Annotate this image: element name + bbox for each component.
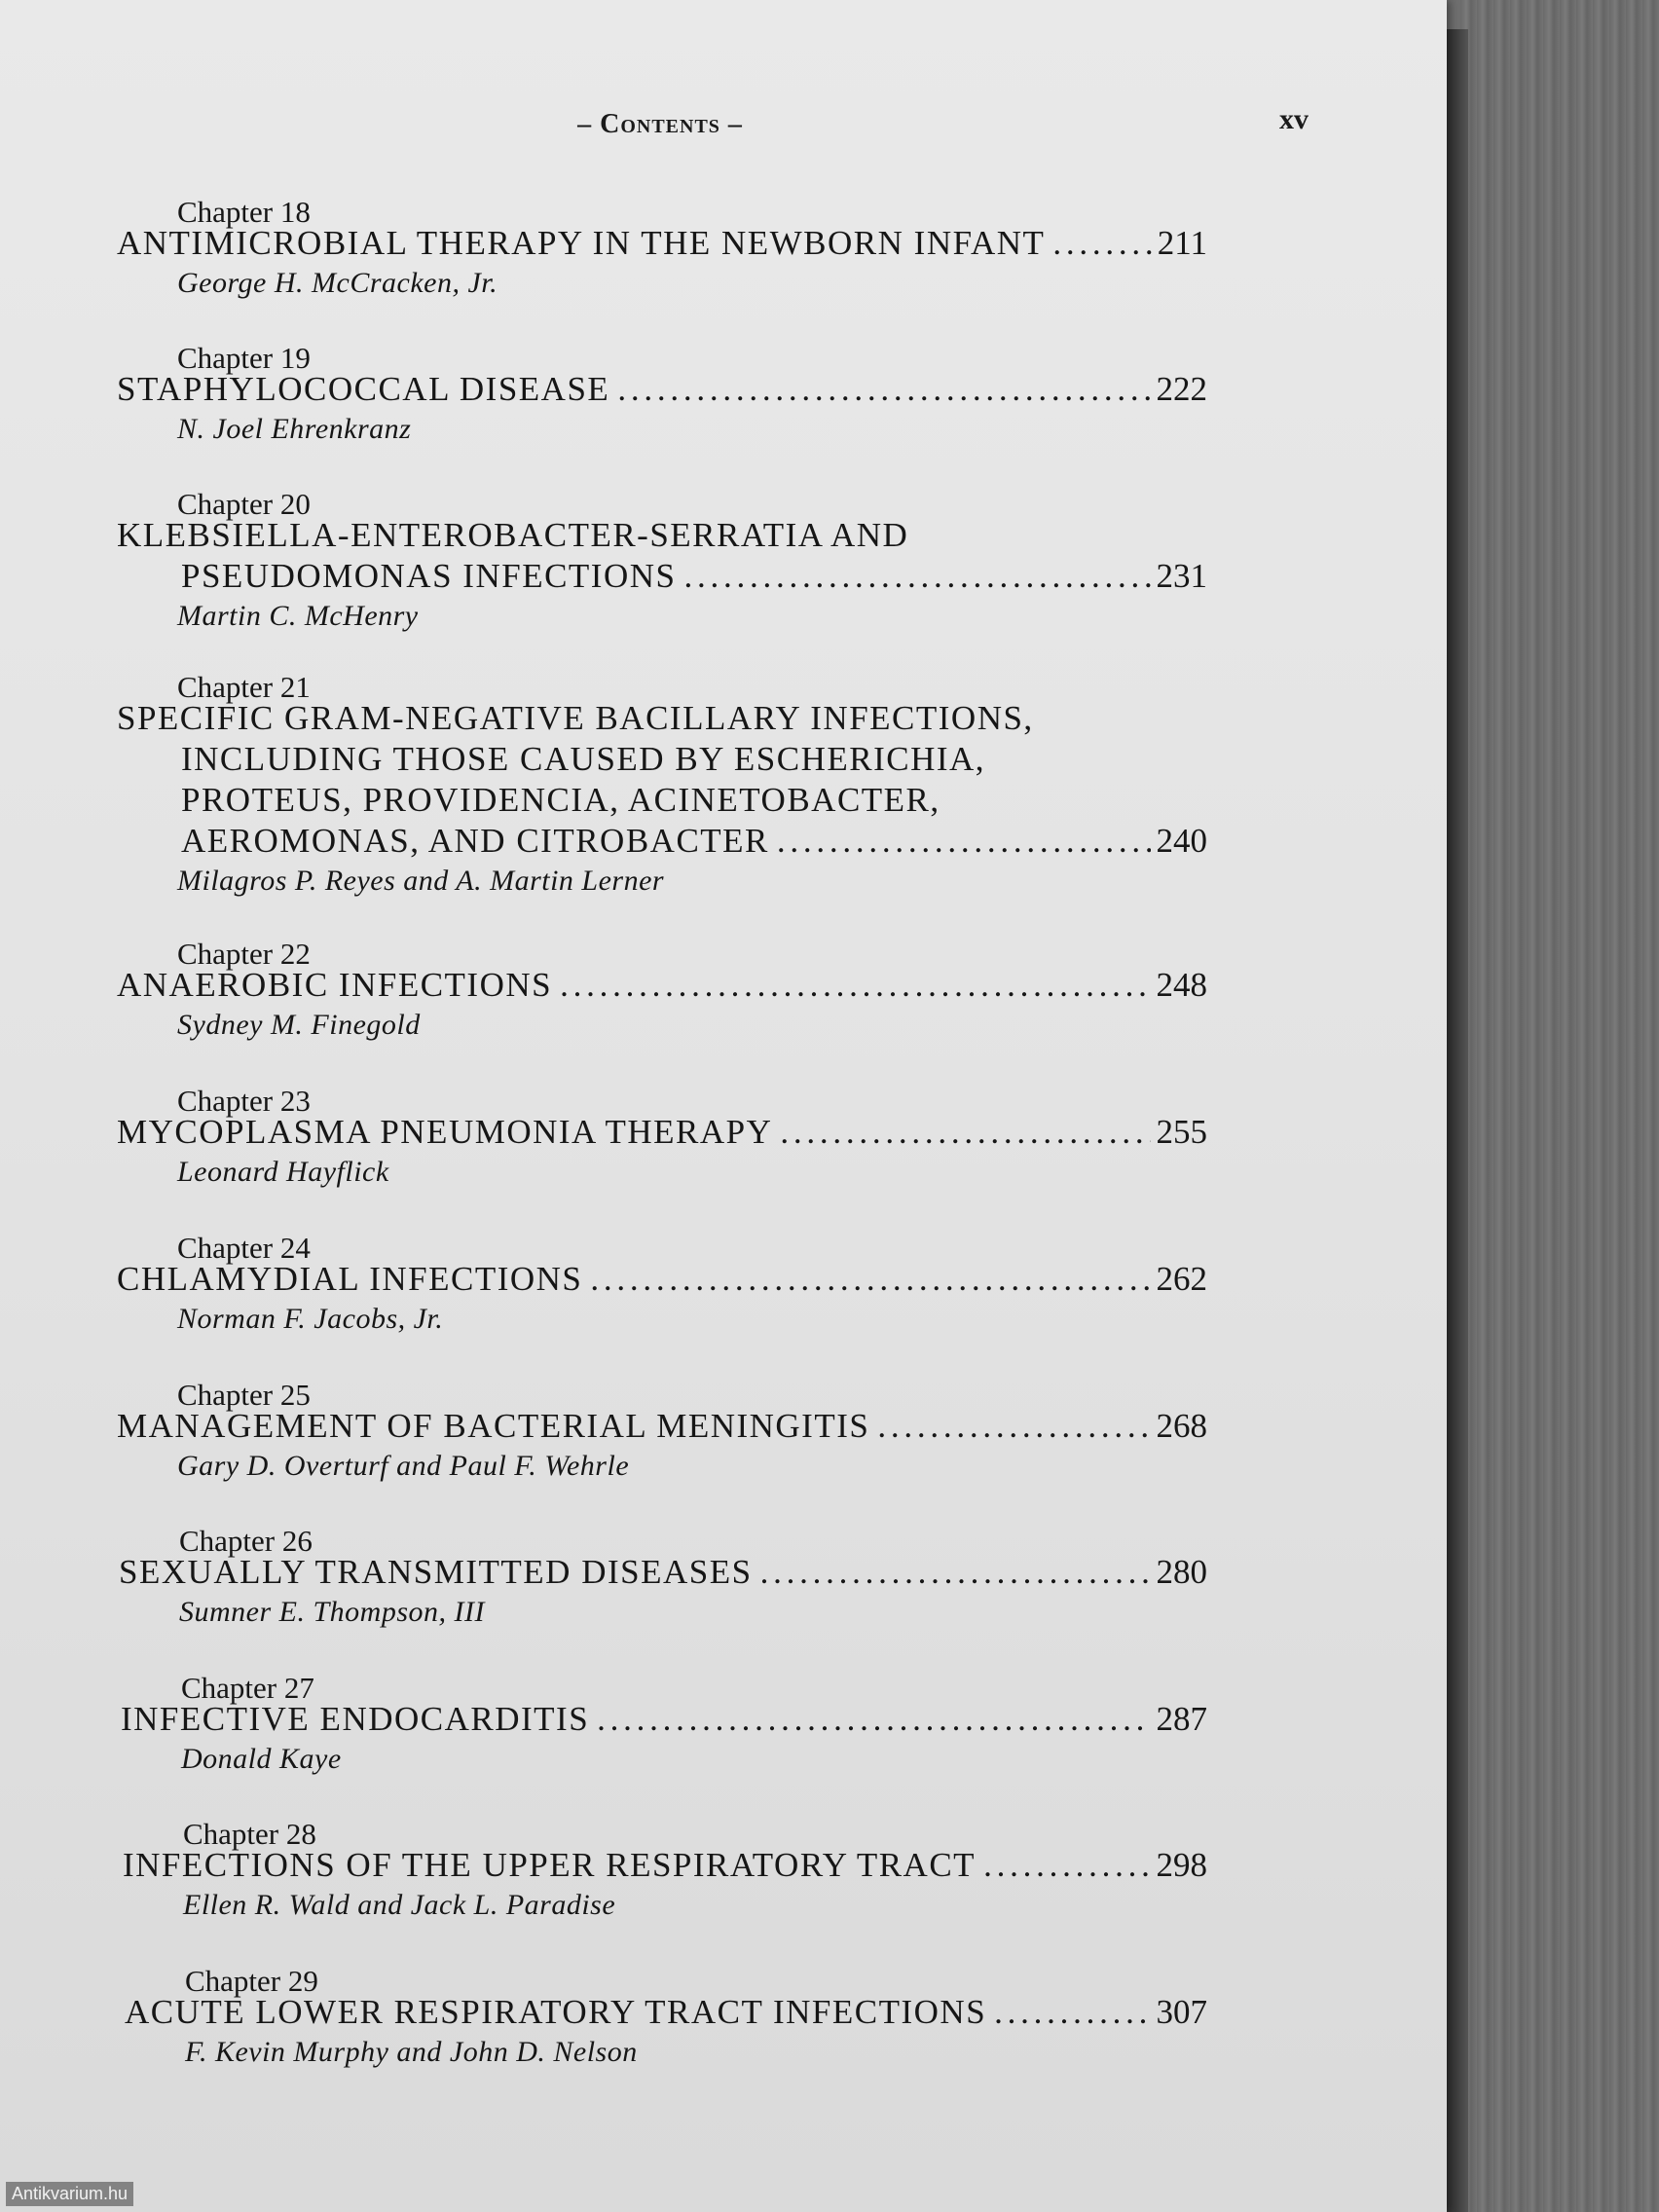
dot-leader (560, 966, 1150, 1005)
chapter-title-row (119, 1553, 1207, 1592)
chapter-authors: Leonard Hayflick (177, 1156, 389, 1188)
page-number: 255 (1156, 1113, 1207, 1151)
chapter-title: ANAEROBIC INFECTIONS (117, 966, 553, 1004)
chapter-title: CHLAMYDIAL INFECTIONS (117, 1260, 583, 1298)
page-number: 248 (1156, 966, 1207, 1004)
chapter-title: AEROMONAS, AND CITROBACTER (181, 822, 769, 860)
dot-leader (780, 1113, 1150, 1152)
chapter-title: ACUTE LOWER RESPIRATORY TRACT INFECTIONS (125, 1993, 987, 2031)
page-number: 262 (1156, 1260, 1207, 1298)
chapter-authors: Gary D. Overturf and Paul F. Wehrle (177, 1450, 630, 1482)
page-number: 240 (1156, 822, 1207, 860)
dot-leader (1052, 224, 1151, 263)
chapter-title-row (181, 557, 1207, 596)
watermark: Antikvarium.hu (6, 2182, 133, 2206)
page-number: 280 (1156, 1553, 1207, 1591)
chapter-authors: Donald Kaye (181, 1743, 342, 1775)
chapter-title-row (121, 1700, 1207, 1739)
chapter-label: Chapter 26 (179, 1524, 313, 1558)
chapter-title-row (117, 1260, 1207, 1299)
chapter-authors: Milagros P. Reyes and A. Martin Lerner (177, 865, 665, 897)
chapter-authors: Norman F. Jacobs, Jr. (177, 1303, 444, 1335)
running-head: – Contents – (577, 109, 743, 139)
dot-leader (777, 822, 1151, 861)
page-number: 268 (1156, 1407, 1207, 1445)
dot-leader (683, 557, 1150, 596)
page-number: 298 (1156, 1846, 1207, 1884)
dot-leader (994, 1993, 1150, 2032)
chapter-authors: Ellen R. Wald and Jack L. Paradise (183, 1889, 616, 1921)
chapter-title-line: KLEBSIELLA-ENTEROBACTER-SERRATIA AND (117, 516, 909, 554)
chapter-label: Chapter 21 (177, 670, 311, 704)
chapter-title-row (117, 966, 1207, 1005)
chapter-title-row (181, 822, 1207, 861)
chapter-label: Chapter 28 (183, 1817, 316, 1851)
chapter-authors: F. Kevin Murphy and John D. Nelson (185, 2036, 638, 2068)
chapter-title-row (123, 1846, 1207, 1885)
background-surface (1460, 0, 1659, 2212)
chapter-label: Chapter 24 (177, 1231, 311, 1265)
chapter-title-row (117, 370, 1207, 409)
chapter-authors: Sumner E. Thompson, III (179, 1596, 485, 1628)
chapter-authors: Martin C. McHenry (177, 600, 419, 632)
page-folio: xv (1279, 103, 1309, 135)
chapter-title: INFECTIONS OF THE UPPER RESPIRATORY TRACT (123, 1846, 977, 1884)
chapter-label: Chapter 23 (177, 1084, 311, 1118)
chapter-authors: George H. McCracken, Jr. (177, 267, 498, 299)
page-number: 222 (1156, 370, 1207, 408)
page-number: 211 (1157, 224, 1207, 262)
chapter-title-row (117, 1113, 1207, 1152)
page-number: 307 (1156, 1993, 1207, 2031)
chapter-title-row (117, 224, 1207, 263)
chapter-label: Chapter 19 (177, 341, 311, 375)
chapter-title-line: PROTEUS, PROVIDENCIA, ACINETOBACTER, (181, 781, 940, 819)
chapter-label: Chapter 29 (185, 1964, 318, 1998)
page-number: 287 (1156, 1700, 1207, 1738)
chapter-title: PSEUDOMONAS INFECTIONS (181, 557, 677, 595)
chapter-authors: Sydney M. Finegold (177, 1009, 421, 1041)
chapter-title-line: SPECIFIC GRAM-NEGATIVE BACILLARY INFECTIONS, (117, 699, 1034, 737)
chapter-title: ANTIMICROBIAL THERAPY IN THE NEWBORN INFANT (117, 224, 1046, 262)
dot-leader (617, 370, 1150, 409)
page-number: 231 (1156, 557, 1207, 595)
chapter-label: Chapter 25 (177, 1378, 311, 1412)
dot-leader (590, 1260, 1150, 1299)
chapter-label: Chapter 20 (177, 487, 311, 521)
chapter-title: MANAGEMENT OF BACTERIAL MENINGITIS (117, 1407, 870, 1445)
chapter-label: Chapter 22 (177, 937, 311, 971)
chapter-authors: N. Joel Ehrenkranz (177, 413, 412, 445)
chapter-label: Chapter 18 (177, 195, 311, 229)
dot-leader (760, 1553, 1151, 1592)
chapter-title: INFECTIVE ENDOCARDITIS (121, 1700, 590, 1738)
chapter-label: Chapter 27 (181, 1671, 314, 1705)
dot-leader (877, 1407, 1150, 1446)
chapter-title: SEXUALLY TRANSMITTED DISEASES (119, 1553, 753, 1591)
dot-leader (983, 1846, 1150, 1885)
dot-leader (597, 1700, 1150, 1739)
chapter-title-row (117, 1407, 1207, 1446)
chapter-title: MYCOPLASMA PNEUMONIA THERAPY (117, 1113, 773, 1151)
chapter-title-row (125, 1993, 1207, 2032)
chapter-title: STAPHYLOCOCCAL DISEASE (117, 370, 610, 408)
chapter-title-line: INCLUDING THOSE CAUSED BY ESCHERICHIA, (181, 740, 986, 778)
